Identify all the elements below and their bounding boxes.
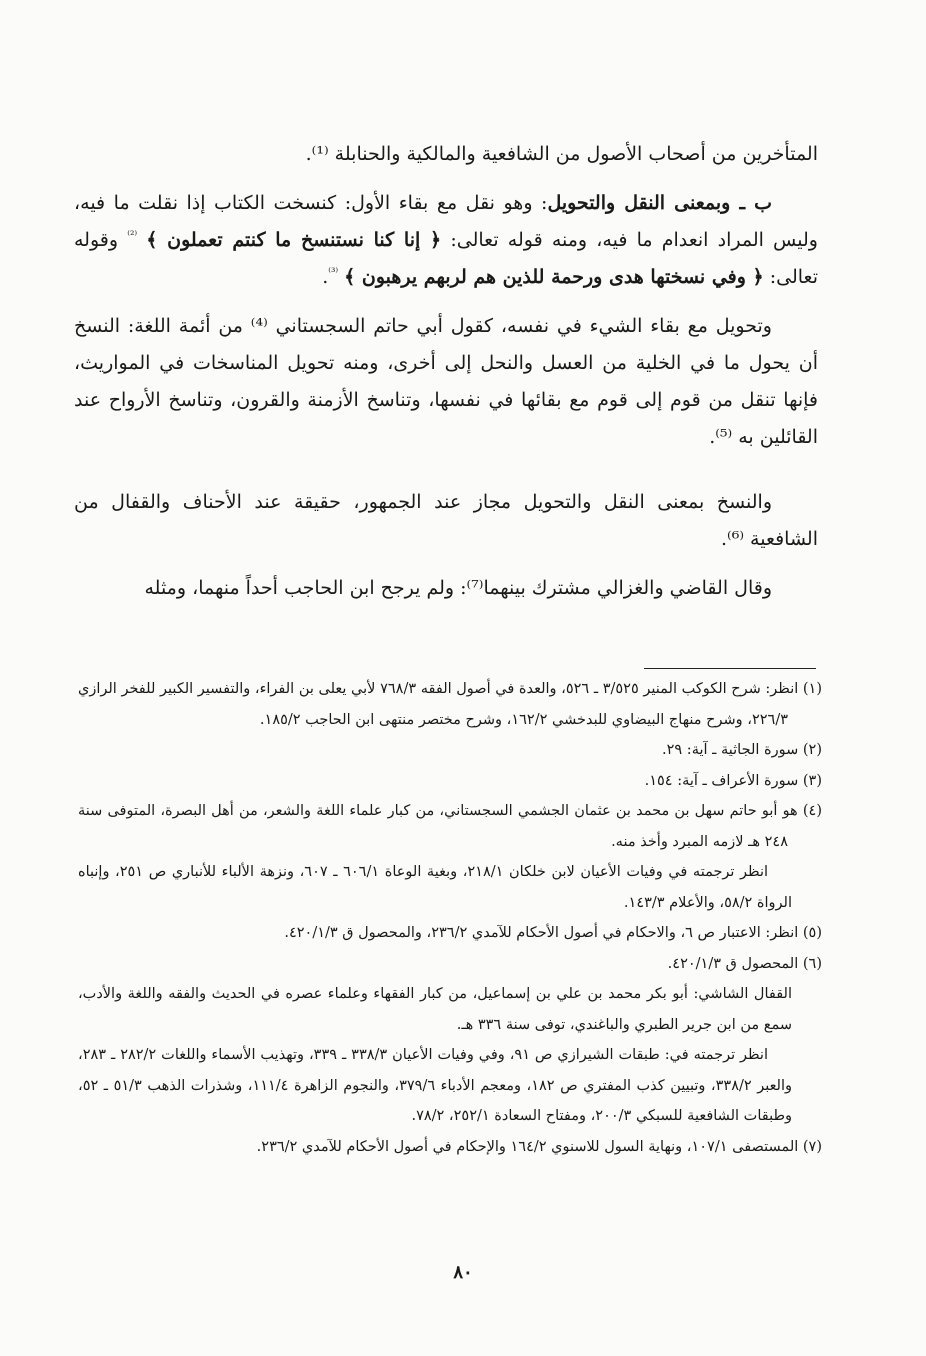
paragraph-2-end: .	[322, 266, 329, 288]
paragraph-5: وقال القاضي والغزالي مشترك بينهما⁽⁷⁾: ولم يرجح ابن الحاجب أحداً منهما، ومثله	[144, 577, 772, 599]
paragraph-2-text-1: : وهو نقل مع بقاء الأول: كنسخت الكتاب إذا نقلت ما فيه، وليس المراد انعدام ما فيه، ومنه قوله تعالى:	[74, 192, 818, 251]
footnote-3: (٣) سورة الأعراف ـ آية: ١٥٤.	[644, 772, 822, 789]
paragraph-4: والنسخ بمعنى النقل والتحويل مجاز عند الجمهور، حقيقة عند الأحناف والقفال من الشافعية ⁽⁶⁾.	[74, 491, 818, 550]
page-number: ٨٠	[453, 1262, 473, 1283]
main-text	[74, 136, 818, 607]
footnotes	[78, 674, 822, 1162]
footnote-6-sources: انظر ترجمته في: طبقات الشيرازي ص ٩١، وفي وفيات الأعيان ٣٣٨/٣ ـ ٣٣٩، وتهذيب الأسماء واللغات ٢٨٢/٢ ـ ٢٨٣، والعبر ٣٣٨/٢، وتبيين كذب المفتري ص ١٨٢، ومعجم الأدباء ٣٧٩/٦، والنجوم الزاهرة ١١١/٤، وشذرات الذهب ٥١/٣ ـ ٥٢، وطبقات الشافعية للسبكي ٢٠٠/٣، ومفتاح السعادة ٢٥٢/١، ٧٨/٢.	[78, 1047, 793, 1124]
footnote-6-bio: القفال الشاشي: أبو بكر محمد بن علي بن إسماعيل، من كبار الفقهاء وعلماء عصره في الحديث والفقه واللغة والأدب، سمع من ابن جرير الطبري والباغندي، توفى سنة ٣٣٦ هـ.	[78, 986, 792, 1033]
paragraph-3: وتحويل مع بقاء الشيء في نفسه، كقول أبي حاتم السجستاني ⁽⁴⁾ من أئمة اللغة: النسخ أن يحول ما في الخلية من العسل والنحل إلى أخرى، ومنه تحويل المناسخات في المواريث، فإنها تنقل من قوم إلى قوم مع بقائها في نفسها، وتناسخ الأزمنة والقرون، وتناسخ الأرواح عند القائلين به ⁽⁵⁾.	[74, 315, 818, 448]
footnote-5: (٥) انظر: الاعتبار ص ٦، والاحكام في أصول الأحكام للآمدي ٢٣٦/٢، والمحصول ق ٤٢٠/١/٣.	[284, 925, 822, 941]
footnote-6: (٦) المحصول ق ٤٢٠/١/٣.	[667, 955, 822, 972]
footnote-ref-3: ⁽³⁾	[328, 265, 339, 279]
footnote-ref-2: ⁽²⁾	[127, 228, 138, 242]
footnote-7: (٧) المستصفى ١٠٧/١، ونهاية السول للاسنوي ١٦٤/٢ والإحكام في أصول الأحكام للآمدي ٢٣٦/٢.	[256, 1138, 822, 1155]
footnote-2: (٢) سورة الجاثية ـ آية: ٢٩.	[662, 742, 822, 758]
quran-verse-1: ﴿ إنا كنا نستنسخ ما كنتم تعملون ﴾	[146, 229, 442, 251]
footnote-separator	[644, 668, 816, 669]
footnote-1: (١) انظر: شرح الكوكب المنير ٣/٥٢٥ ـ ٥٢٦، والعدة في أصول الفقه ٧٦٨/٣ لأبي يعلى بن الفراء، والتفسير الكبير للفخر الرازي ٢٢٦/٣، وشرح منهاج البيضاوي للبدخشي ١٦٢/٢، وشرح مختصر منتهى ابن الحاجب ١٨٥/٢.	[78, 681, 823, 728]
footnote-4: (٤) هو أبو حاتم سهل بن محمد بن عثمان الجشمي السجستاني، من كبار علماء اللغة والشعر، من أهل البصرة، المتوفى سنة ٢٤٨ هـ لازمه المبرد وأخذ منه.	[78, 803, 822, 850]
footnote-4-sources: انظر ترجمته في وفيات الأعيان لابن خلكان ٢١٨/١، وبغية الوعاة ٦٠٦/١ ـ ٦٠٧، ونزهة الألباء للأنباري ص ٢٥١، وإنباه الرواة ٥٨/٢، والأعلام ١٤٣/٣.	[78, 864, 792, 911]
paragraph-1: المتأخرين من أصحاب الأصول من الشافعية والمالكية والحنابلة ⁽¹⁾.	[305, 143, 818, 165]
section-heading-b: ب ـ وبمعنى النقل والتحويل	[547, 192, 772, 214]
paragraph-2-text-2: وقوله تعالى:	[74, 229, 818, 288]
paragraph-2	[74, 185, 818, 296]
quran-verse-2: ﴿ وفي نسختها هدى ورحمة للذين هم لربهم يرهبون ﴾	[344, 266, 764, 288]
